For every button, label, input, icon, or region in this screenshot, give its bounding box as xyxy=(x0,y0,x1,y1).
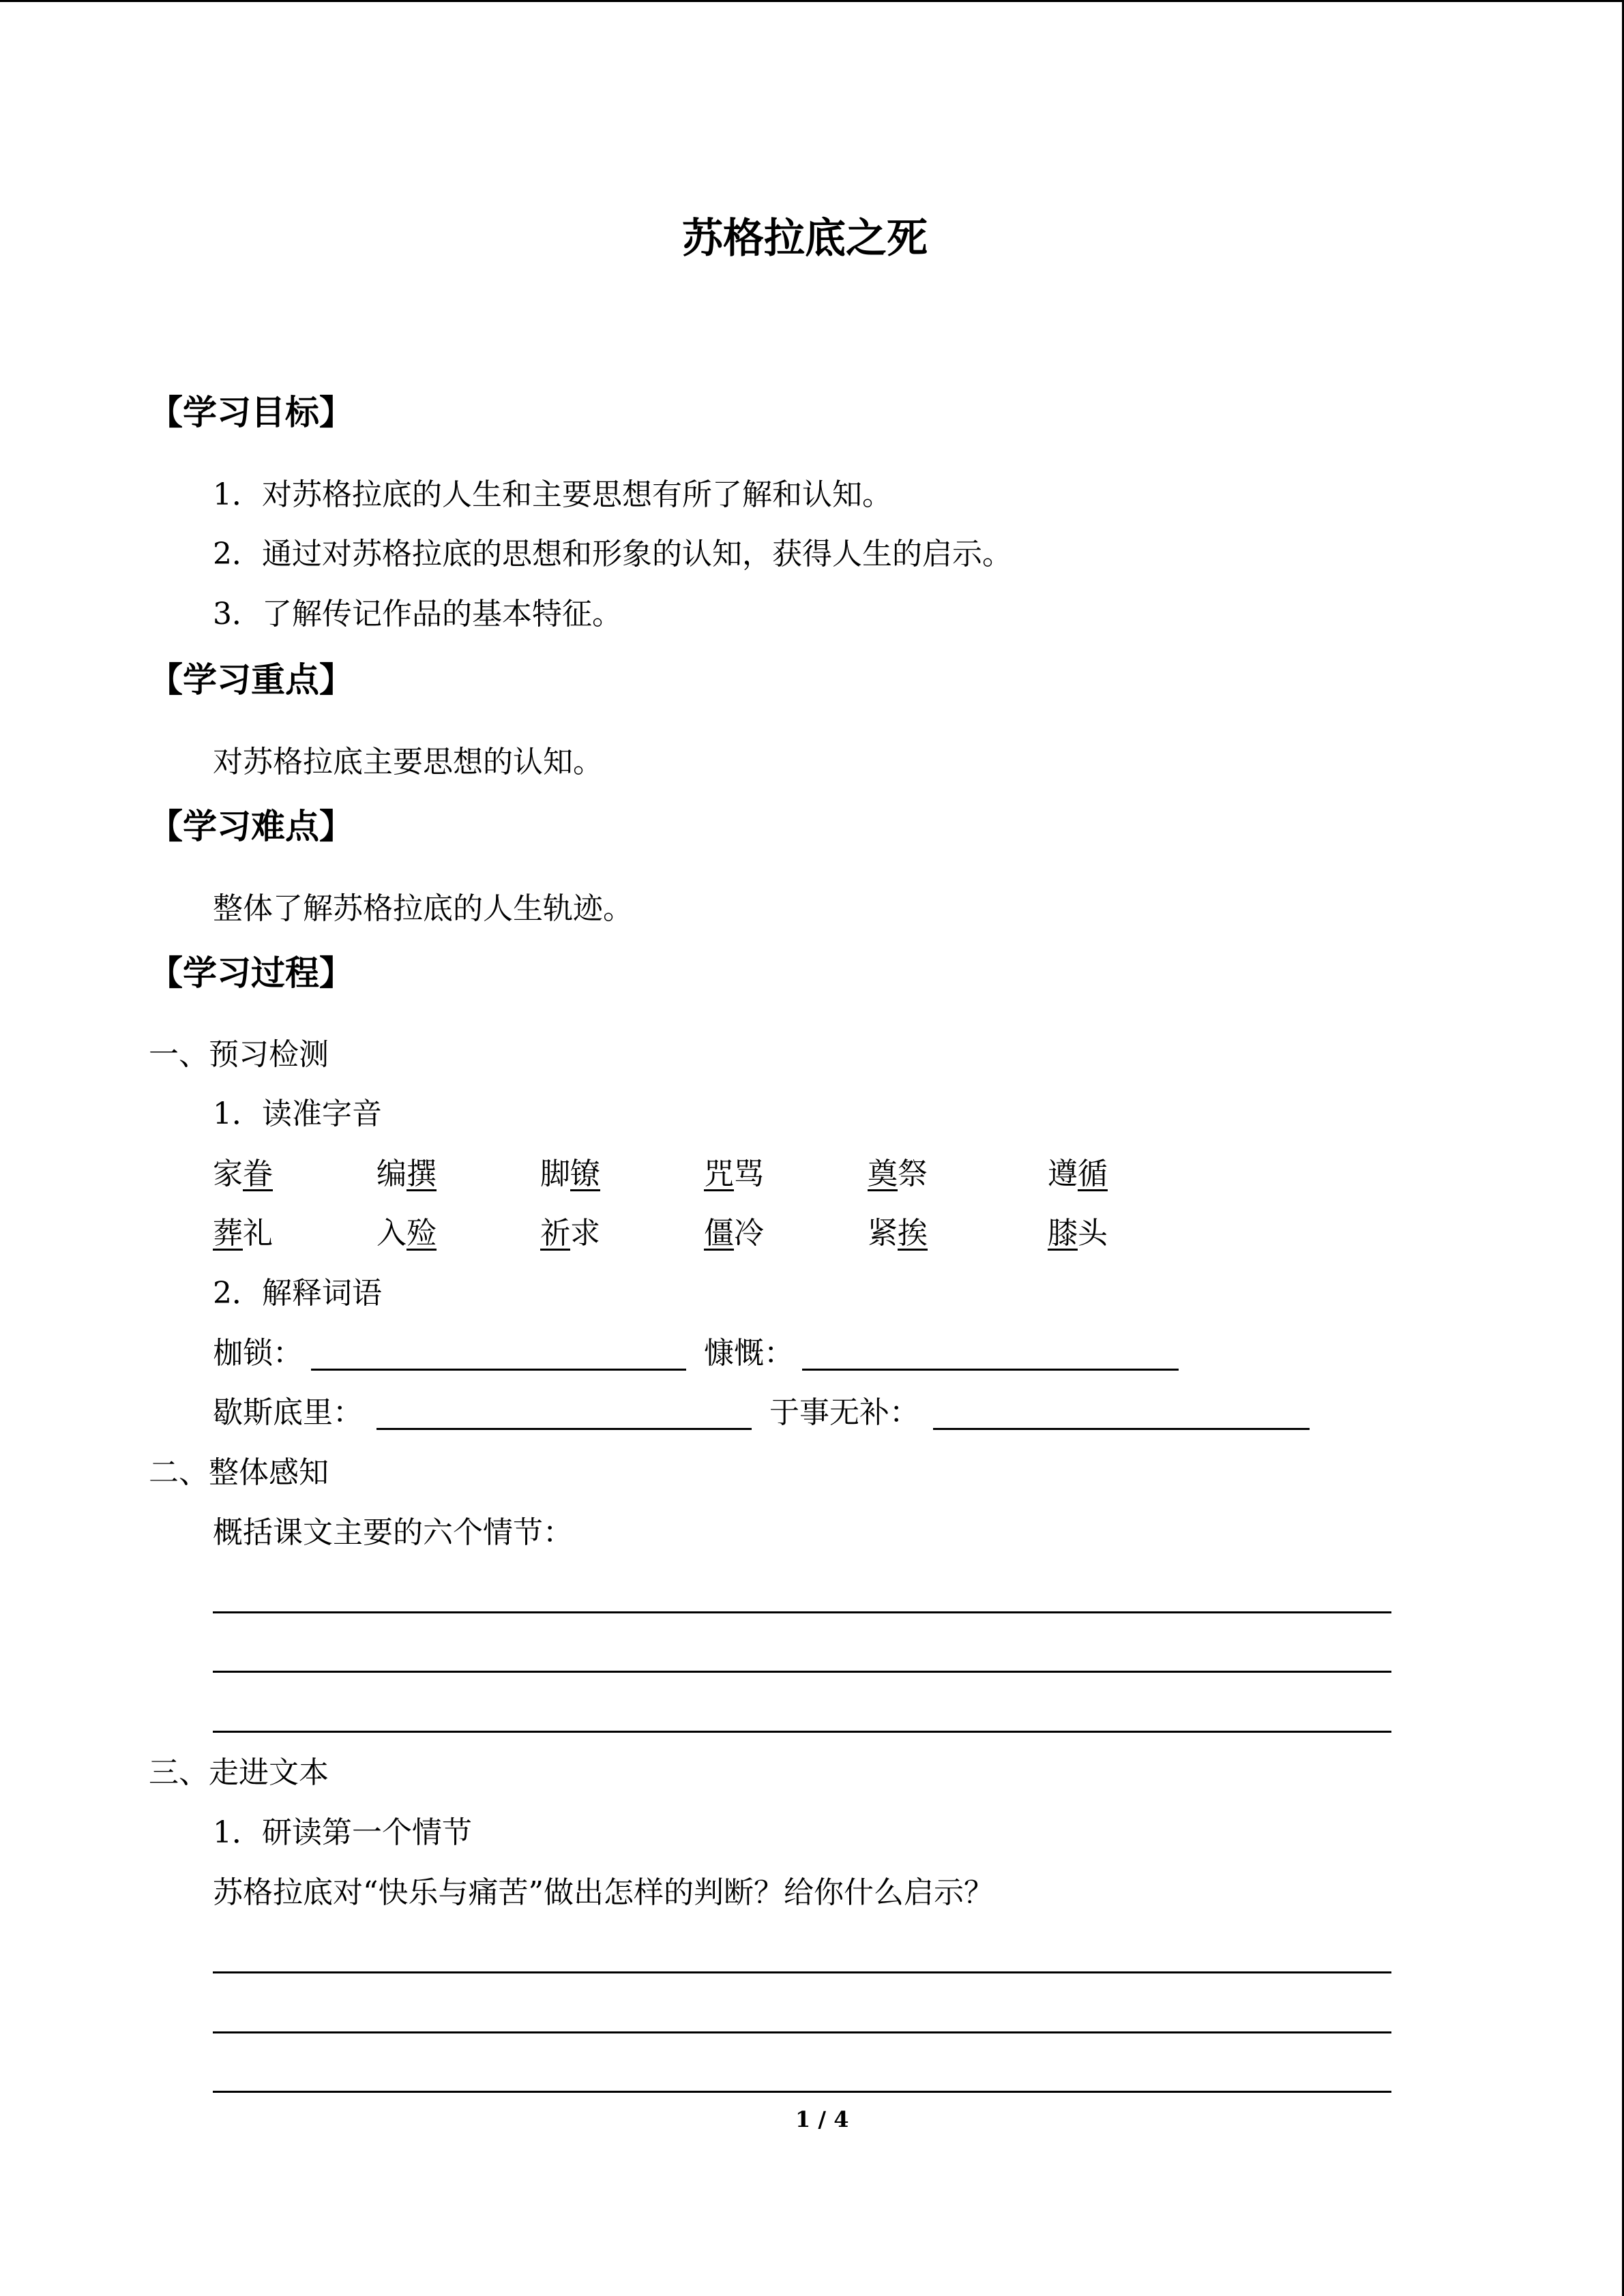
overall-label: 二、整体感知 xyxy=(149,1455,329,1490)
char-word: 家眷 xyxy=(213,1157,273,1191)
char-word: 葬礼 xyxy=(213,1216,273,1251)
goal-item-1: 1．对苏格拉底的人生和主要思想有所了解和认知。 xyxy=(213,477,892,512)
preview-label: 一、预习检测 xyxy=(149,1037,329,1072)
vocab-term-kangkai: 慷慨： xyxy=(704,1336,794,1371)
text-study-sub-label: 1．研读第一个情节 xyxy=(213,1815,472,1850)
char-word: 咒骂 xyxy=(704,1157,764,1191)
char-word: 紧挨 xyxy=(868,1216,928,1251)
goal-item-3: 3．了解传记作品的基本特征。 xyxy=(213,597,622,631)
vocab-answer-blank[interactable] xyxy=(377,1428,752,1430)
char-word: 遵循 xyxy=(1048,1157,1108,1191)
answer-line[interactable] xyxy=(213,1671,1391,1673)
vocab-answer-blank[interactable] xyxy=(802,1369,1179,1371)
answer-line[interactable] xyxy=(213,1611,1391,1613)
text-study-question: 苏格拉底对“快乐与痛苦”做出怎样的判断？给你什么启示？ xyxy=(213,1875,994,1910)
answer-line[interactable] xyxy=(213,1731,1391,1733)
page-title: 苏格拉底之死 xyxy=(682,215,928,263)
char-word: 入殓 xyxy=(377,1216,437,1251)
vocab-term-jiasuo: 枷锁： xyxy=(213,1336,303,1371)
char-word: 脚镣 xyxy=(540,1157,600,1191)
goals-heading: 【学习目标】 xyxy=(149,393,353,432)
pronunciation-label: 1．读准字音 xyxy=(213,1097,382,1131)
vocab-label: 2．解释词语 xyxy=(213,1276,382,1311)
key-points-text: 对苏格拉底主要思想的认知。 xyxy=(213,745,603,779)
char-word: 奠祭 xyxy=(868,1157,928,1191)
char-word: 僵冷 xyxy=(704,1216,764,1251)
answer-line[interactable] xyxy=(213,2091,1391,2093)
answer-line[interactable] xyxy=(213,1971,1391,1973)
char-word: 编撰 xyxy=(377,1157,437,1191)
overall-prompt: 概括课文主要的六个情节： xyxy=(213,1515,573,1550)
page-number: 1 / 4 xyxy=(795,2106,849,2132)
difficulties-text: 整体了解苏格拉底的人生轨迹。 xyxy=(213,891,633,926)
char-word: 祈求 xyxy=(540,1216,600,1251)
process-heading: 【学习过程】 xyxy=(149,953,353,993)
goal-item-2: 2．通过对苏格拉底的思想和形象的认知，获得人生的启示。 xyxy=(213,537,1012,571)
vocab-term-xiesidili: 歇斯底里： xyxy=(213,1395,363,1430)
vocab-term-yushiwubu: 于事无补： xyxy=(769,1395,919,1430)
difficulties-heading: 【学习难点】 xyxy=(149,807,353,846)
char-word: 膝头 xyxy=(1048,1216,1108,1251)
text-study-label: 三、走进文本 xyxy=(149,1755,329,1790)
vocab-answer-blank[interactable] xyxy=(311,1369,686,1371)
answer-line[interactable] xyxy=(213,2031,1391,2033)
vocab-answer-blank[interactable] xyxy=(933,1428,1310,1430)
key-points-heading: 【学习重点】 xyxy=(149,660,353,700)
